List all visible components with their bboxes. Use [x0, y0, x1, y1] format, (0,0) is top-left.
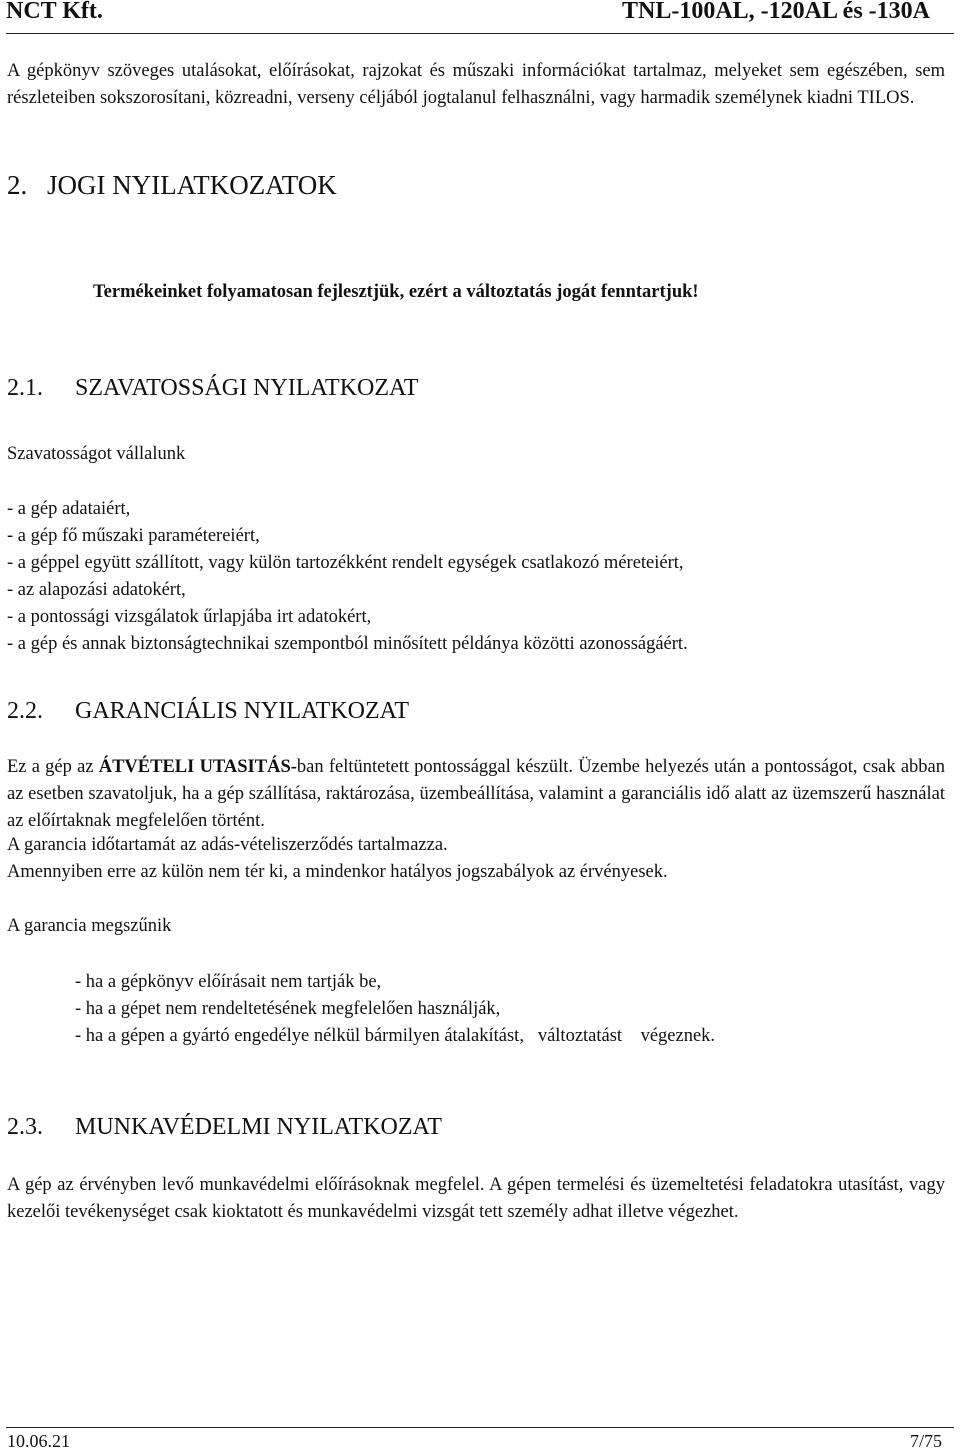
- list-item: - az alapozási adatokért,: [7, 580, 186, 600]
- header-company: NCT Kft.: [6, 0, 103, 24]
- improvement-notice: Termékeinket folyamatosan fejlesztjük, ezért a változtatás jogát fenntartjuk!: [93, 282, 699, 302]
- footer-date: 10.06.21: [7, 1431, 70, 1451]
- guarantee-paragraph: [7, 754, 945, 835]
- list-item: - a gép adataiért,: [7, 499, 131, 519]
- list-item: - a gép és annak biztonságtechnikai szempontból minősített példánya közötti azonosságáért.: [7, 634, 688, 654]
- section-2-3-number: 2.3.: [7, 1114, 43, 1140]
- section-2-1-number: 2.1.: [7, 375, 43, 401]
- section-2-number: 2.: [7, 170, 28, 200]
- safety-paragraph: A gép az érvényben levő munkavédelmi előírásoknak megfelel. A gépen termelési és üzemeltetési feladatokra utasítást, vagy kezelői tevékenységet csak kioktatott és munkavédelmi vizsgát tett személy adhat illetve végezhet.: [7, 1175, 945, 1222]
- header-divider: [6, 33, 954, 34]
- section-2-2-title: GARANCIÁLIS NYILATKOZAT: [75, 698, 409, 724]
- header-model: TNL-100AL, -120AL és -130A: [621, 0, 930, 24]
- section-2-1-title: SZAVATOSSÁGI NYILATKOZAT: [75, 375, 419, 401]
- warranty-list: [7, 496, 688, 658]
- guarantee-duration: A garancia időtartamát az adás-vételiszerződés tartalmazza.: [7, 835, 448, 855]
- guarantee-ends-list: [75, 969, 715, 1050]
- list-item: - a géppel együtt szállított, vagy külön tartozékként rendelt egységek csatlakozó méreteiért,: [7, 553, 684, 573]
- warranty-lead: Szavatosságot vállalunk: [7, 444, 186, 464]
- intro-paragraph: A gépkönyv szöveges utalásokat, előírásokat, rajzokat és műszaki információkat tartalmaz, melyeket sem egészében, sem részleteiben sokszorosítani, közreadni, verseny céljából jogtalanul felhasználni, vagy harmadik személynek kiadni TILOS.: [7, 61, 945, 108]
- section-2-title: JOGI NYILATKOZATOK: [47, 170, 337, 200]
- guarantee-legal: Amennyiben erre az külön nem tér ki, a mindenkor hatályos jogszabályok az érvényesek.: [7, 862, 668, 882]
- section-2-3-title: MUNKAVÉDELMI NYILATKOZAT: [75, 1114, 442, 1140]
- guarantee-ends-lead: A garancia megszűnik: [7, 916, 172, 936]
- list-item: - a gép fő műszaki paramétereiért,: [7, 526, 260, 546]
- list-item: - ha a gépen a gyártó engedélye nélkül bármilyen átalakítást, változtatást végeznek.: [75, 1026, 716, 1046]
- list-item: - ha a gépet nem rendeltetésének megfelelően használják,: [75, 999, 501, 1019]
- list-item: - ha a gépkönyv előírásait nem tartják be,: [75, 972, 382, 992]
- guarantee-text-rest: ban feltüntetett pontossággal készült. Üzembe helyezés után a pontosságot, csak abban az esetben szavatoljuk, ha a gép szállítása, raktározása, üzembeállítása, valamint a garanciális idő alatt az üzemszerű használat az előírtaknak megfelelően történt.: [7, 757, 945, 831]
- footer-divider: [6, 1427, 954, 1428]
- section-2-2-number: 2.2.: [7, 698, 43, 724]
- guarantee-text-start: Ez a gép az: [7, 757, 99, 777]
- list-item: - a pontossági vizsgálatok űrlapjába irt adatokért,: [7, 607, 372, 627]
- page-number: 7/75: [909, 1431, 942, 1451]
- acceptance-instruction-ref: ÁTVÉTELI UTASITÁS-: [98, 757, 297, 777]
